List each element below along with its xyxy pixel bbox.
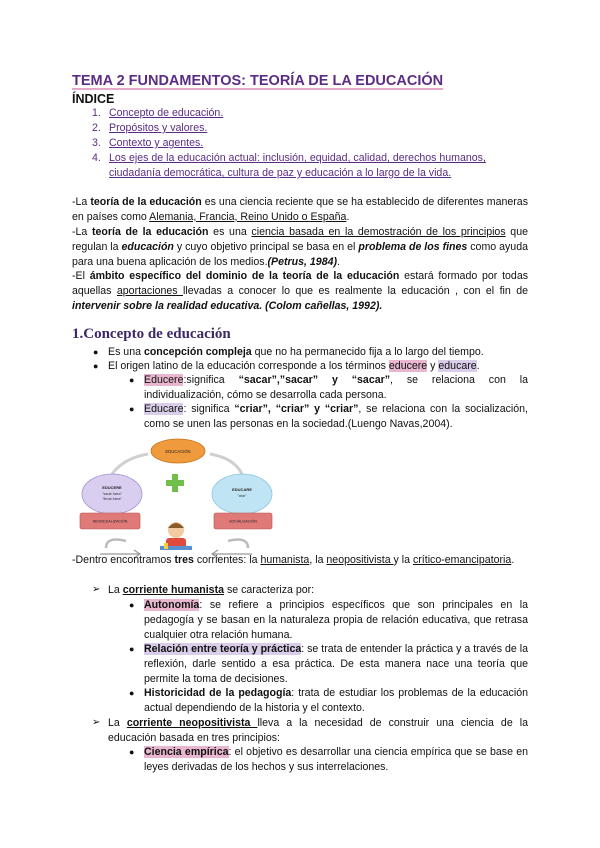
educere-sub: "llevar fuera" <box>102 497 122 501</box>
bold-italic-text: intervenir sobre la realidad educativa. <box>72 299 263 312</box>
sub-bullet-item: ● Ciencia empírica: el objetivo es desarrollar una ciencia empírica que se base en leyes derivadas de los hechos y sus interrelaciones. <box>129 746 528 773</box>
text: llevadas a conocer lo que es realmente la educación , con el fin de <box>182 284 528 297</box>
bold-text: ámbito específico del dominio de la teoría de la educación <box>89 270 400 282</box>
text: -La <box>72 226 92 238</box>
bold-italic-text: problema de los fines <box>358 240 468 253</box>
highlighted-term: Educere <box>144 374 184 386</box>
sub-bullet-item: ● Educare: significa “criar”, “criar” y “criar”, se relaciona con la socialización, como se unen las personas en la sociedad.(Luengo Navas,2004). <box>129 403 528 430</box>
toc-number: 3. <box>92 137 101 149</box>
underlined-text: humanista <box>260 554 310 566</box>
underlined-text: crítico-emancipatoria <box>412 554 512 566</box>
toc-link[interactable]: Los ejes de la educación actual: inclusión, equidad, calidad, derechos humanos, ciudadanía democrática, cultura de paz y educación a lo largo de la vida. <box>109 152 486 179</box>
bold-underlined-text: corriente neopositivista <box>126 717 258 729</box>
education-label: EDUCACIÓN <box>165 449 191 454</box>
educare-label: EDUCARE <box>232 487 252 492</box>
educere-label: EDUCERE <box>102 485 122 490</box>
toc-number: 1. <box>92 107 101 119</box>
bold-text: “criar”, “criar” y “criar” <box>234 403 359 415</box>
highlighted-term: educare <box>438 360 477 372</box>
bold-underlined-text: corriente humanista <box>122 584 224 596</box>
highlighted-term: Autonomía <box>144 599 200 611</box>
intro-paragraph-3 <box>72 269 528 313</box>
highlighted-term: educere <box>388 360 428 372</box>
bullet-icon: ● <box>129 600 135 610</box>
underlined-text: Alemania, Francia, Reino Unido o España <box>149 210 347 223</box>
toc-item[interactable] <box>92 121 532 136</box>
plus-icon <box>166 480 184 486</box>
bullet-icon: ● <box>129 747 135 757</box>
education-diagram <box>76 436 276 560</box>
highlighted-term: Educare <box>144 403 184 415</box>
text: es una <box>208 226 252 238</box>
text: y cuyo objetivo principal se basa en el <box>173 240 359 253</box>
bold-text: “sacar”,”sacar” y “sacar” <box>238 374 391 386</box>
underlined-text: neopositivista <box>326 554 394 566</box>
underlined-text: aportaciones <box>116 284 183 297</box>
sub-bullet-item: ● Educere:significa “sacar”,”sacar” y “sacar”, se relaciona con la individualización, cómo se desarrolla cada persona. <box>129 374 528 401</box>
socializacion-label: SOCIALIZACIÓN <box>229 519 257 524</box>
text: estará formado por todas aquellas <box>72 270 529 297</box>
toc-number: 4. <box>92 152 101 164</box>
arrow-bullet-icon: ➢ <box>92 717 101 728</box>
toc-link[interactable]: Propósitos y valores. <box>109 122 208 134</box>
right-arrow <box>210 454 242 474</box>
currents-intro: -Dentro encontramos tres corrientes: la humanista, la neopositivista y la crítico-emancipatoria. <box>72 554 515 566</box>
toc-item[interactable] <box>92 106 532 121</box>
sub-bullet-item: ● Relación entre teoría y práctica: se trata de entender la práctica y a través de la reflexión, darle sentido a esa práctica. De esta manera nace una teoría que permite la toma de decisiones. <box>129 643 528 685</box>
bullet-icon: ● <box>129 375 135 385</box>
highlighted-term: Relación entre teoría y práctica <box>144 643 302 655</box>
bullet-icon: ● <box>93 361 99 371</box>
index-heading: ÍNDICE <box>72 92 115 106</box>
citation: (Colom cañellas, 1992). <box>265 299 383 312</box>
bold-text: Historicidad de la pedagogía <box>144 687 292 699</box>
cycle-arrow <box>228 540 248 548</box>
bold-text: teoría de la educación <box>92 226 209 238</box>
sub-bullet-item: ● Historicidad de la pedagogía: trata de estudiar los problemas de la educación actual dependiendo de la historia y el contexto. <box>129 687 528 714</box>
toc-item[interactable] <box>92 136 532 151</box>
bold-italic-text: educación <box>121 240 174 253</box>
text: -El <box>72 270 90 282</box>
bold-text: tres <box>174 554 194 566</box>
text: es una ciencia reciente que se ha establecido de diferentes maneras en países como <box>72 196 528 223</box>
individualizacion-label: INDIVIDUALIZACIÓN <box>92 519 128 524</box>
left-arrow <box>112 454 148 474</box>
highlighted-term: Ciencia empírica <box>144 746 229 758</box>
bullet-icon: ● <box>129 688 135 698</box>
bold-text: teoría de la educación <box>90 196 202 208</box>
text: como ayuda para una buena aplicación de los medios. <box>72 240 528 268</box>
toc-link[interactable]: Concepto de educación. <box>109 107 224 119</box>
document-title: TEMA 2 FUNDAMENTOS: TEORÍA DE LA EDUCACIÓN <box>72 73 444 89</box>
arrow-item: ➢ La corriente humanista se caracteriza por: <box>92 584 315 596</box>
toc-item[interactable] <box>92 151 532 181</box>
bullet-icon: ● <box>129 644 135 654</box>
arrow-bullet-icon: ➢ <box>92 584 101 595</box>
text: -La <box>72 196 91 208</box>
bullet-item: ● El origen latino de la educación corresponde a los términos educere y educare. <box>93 360 480 372</box>
toc-number: 2. <box>92 122 101 134</box>
child-illustration <box>160 522 192 550</box>
sub-bullet-item: ● Autonomía: se refiere a principios específicos que son principales en la pedagogía y se basan en la naturaleza propia de relación educativa, que retrasa cualquier otra relación humana. <box>129 599 528 641</box>
table-of-contents <box>92 106 532 181</box>
educare-sub: "criar" <box>237 494 247 498</box>
arrow-item: ➢ La corriente neopositivista lleva a la necesidad de construir una ciencia de la educación basada en tres principios: <box>92 717 528 744</box>
underlined-text: ciencia basada en la demostración de los principios <box>251 226 506 238</box>
text: que regulan la <box>72 226 528 253</box>
citation: (Petrus, 1984) <box>267 255 338 268</box>
text: . <box>337 255 340 268</box>
bullet-item: ● Es una concepción compleja que no ha permanecido fija a lo largo del tiempo. <box>93 346 484 358</box>
bullet-icon: ● <box>129 404 135 414</box>
educere-sub: "sacar fuera" <box>102 492 122 496</box>
intro-paragraph-1 <box>72 195 528 225</box>
bullet-icon: ● <box>93 347 99 357</box>
intro-paragraph-2 <box>72 225 528 269</box>
cycle-arrow <box>106 540 126 548</box>
toc-link[interactable]: Contexto y agentes. <box>109 137 204 149</box>
bold-text: concepción compleja <box>143 346 252 358</box>
text: . <box>346 210 350 223</box>
section-heading: 1.Concepto de educación <box>72 326 231 342</box>
